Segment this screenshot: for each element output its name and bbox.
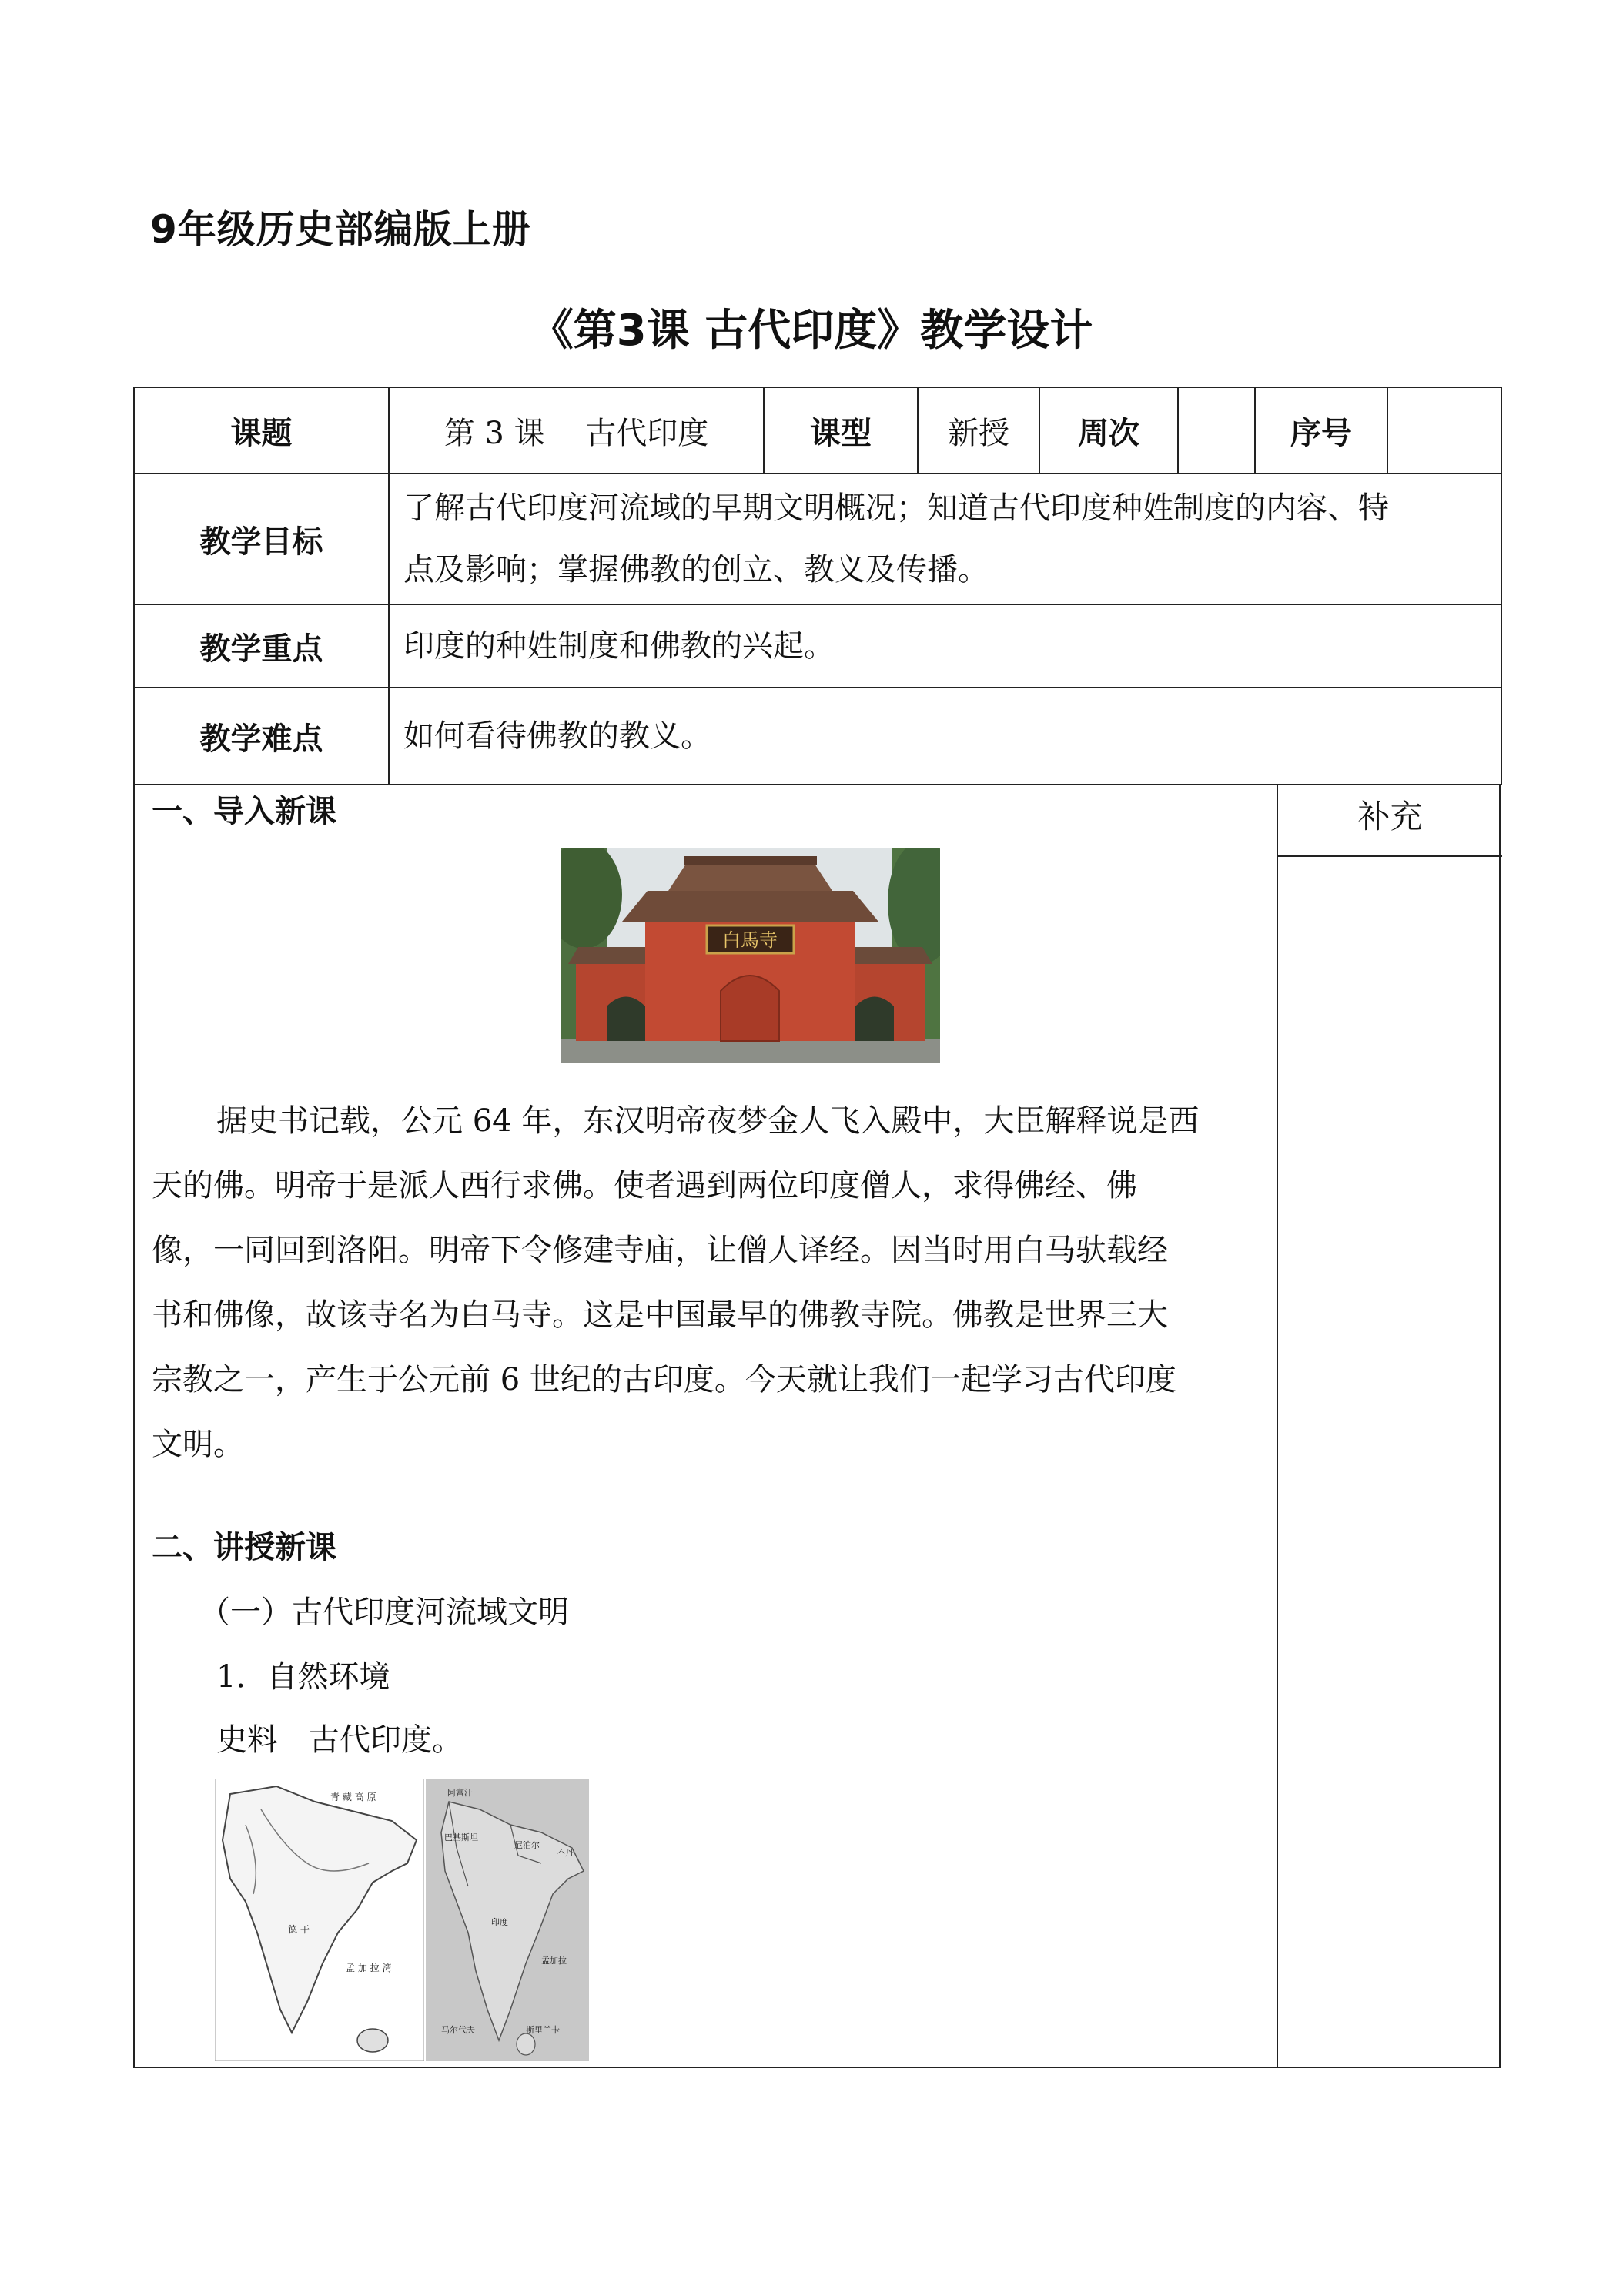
white-horse-temple-photo bbox=[561, 848, 940, 1063]
supplement-divider bbox=[1278, 855, 1502, 857]
topic-value: 第 3 课 古代印度 bbox=[389, 387, 764, 474]
type-label: 课型 bbox=[764, 387, 918, 474]
difficulty-label: 教学难点 bbox=[134, 688, 389, 785]
intro-line: 像，一同回到洛阳。明帝下令修建寺庙，让僧人译经。因当时用白马驮载经 bbox=[152, 1233, 1168, 1268]
serial-label: 序号 bbox=[1255, 387, 1387, 474]
map2-label: 印度 bbox=[491, 1917, 508, 1927]
supplement-label: 补充 bbox=[1357, 798, 1423, 835]
source-label: 史料 古代印度。 bbox=[216, 1722, 463, 1758]
week-label: 周次 bbox=[1039, 387, 1178, 474]
goal-label: 教学目标 bbox=[134, 474, 389, 604]
ancient-india-map bbox=[215, 1779, 424, 2061]
map2-label: 尼泊尔 bbox=[514, 1840, 540, 1850]
intro-line: 据史书记载，公元 64 年，东汉明帝夜梦金人飞入殿中，大臣解释说是西 bbox=[216, 1103, 1200, 1139]
map1-label: 青 藏 高 原 bbox=[330, 1792, 376, 1802]
map2-label: 巴基斯坦 bbox=[444, 1832, 478, 1842]
difficulty-value: 如何看待佛教的教义。 bbox=[389, 688, 1501, 785]
intro-line: 文明。 bbox=[152, 1427, 244, 1462]
goal-line: 了解古代印度河流域的早期文明概况；知道古代印度种姓制度的内容、特 bbox=[403, 490, 1389, 526]
map2-label: 不丹 bbox=[557, 1848, 574, 1858]
intro-line: 书和佛像，故该寺名为白马寺。这是中国最早的佛教寺院。佛教是世界三大 bbox=[152, 1297, 1168, 1333]
goal-line: 点及影响；掌握佛教的创立、教义及传播。 bbox=[403, 552, 989, 587]
south-asia-map bbox=[426, 1779, 589, 2061]
map1-label: 德 干 bbox=[288, 1924, 310, 1935]
intro-paragraph bbox=[152, 1089, 1260, 1477]
map1-label: 孟 加 拉 湾 bbox=[346, 1963, 392, 1973]
map2-label: 斯里兰卡 bbox=[526, 2025, 560, 2035]
serial-value bbox=[1387, 387, 1501, 474]
type-value: 新授 bbox=[918, 387, 1039, 474]
subsection-title: （一）古代印度河流域文明 bbox=[199, 1595, 569, 1630]
grade-title: 9年级历史部编版上册 bbox=[150, 207, 531, 252]
document-title: 《第3课 古代印度》教学设计 bbox=[530, 306, 1093, 356]
topic-label: 课题 bbox=[134, 387, 389, 474]
temple-sign-text: 白馬寺 bbox=[722, 929, 778, 951]
lesson-info-table bbox=[133, 387, 1502, 785]
week-value bbox=[1178, 387, 1255, 474]
lesson-body bbox=[133, 784, 1501, 2068]
key-value: 印度的种姓制度和佛教的兴起。 bbox=[389, 604, 1501, 688]
map2-label: 孟加拉 bbox=[541, 1956, 567, 1966]
column-divider bbox=[1277, 784, 1278, 2068]
intro-line: 天的佛。明帝于是派人西行求佛。使者遇到两位印度僧人，求得佛经、佛 bbox=[152, 1168, 1137, 1203]
map2-label: 马尔代夫 bbox=[441, 2025, 475, 2035]
key-label: 教学重点 bbox=[134, 604, 389, 688]
intro-line: 宗教之一，产生于公元前 6 世纪的古印度。今天就让我们一起学习古代印度 bbox=[152, 1362, 1176, 1397]
section1-title: 一、导入新课 bbox=[152, 794, 336, 829]
map2-label: 阿富汗 bbox=[447, 1788, 473, 1798]
section2-title: 二、讲授新课 bbox=[152, 1530, 336, 1565]
point-title: 1．自然环境 bbox=[216, 1659, 390, 1695]
goal-value bbox=[389, 474, 1501, 604]
